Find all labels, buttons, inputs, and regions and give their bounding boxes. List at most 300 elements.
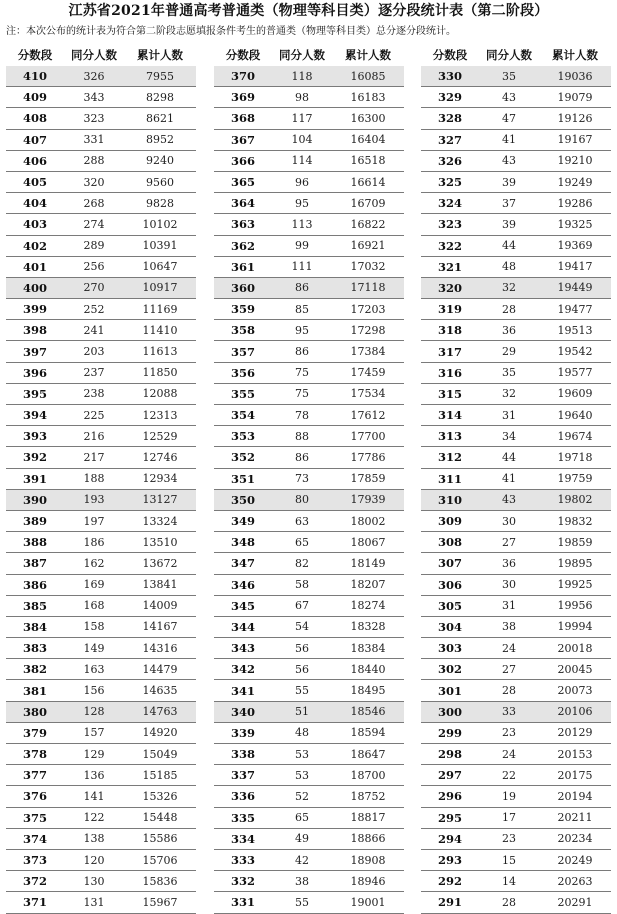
cumulative-count-cell: 17118 (350, 281, 386, 295)
score-cell: 388 (22, 535, 47, 550)
cumulative-count-cell: 14167 (142, 620, 178, 634)
cumulative-count-cell: 11850 (142, 366, 178, 380)
score-cell: 306 (437, 577, 462, 592)
cumulative-count-cell: 19832 (557, 514, 593, 528)
table-row (214, 744, 404, 765)
table-row (421, 871, 611, 892)
table-row (421, 447, 611, 468)
same-count-cell: 33 (502, 705, 516, 719)
table-row (214, 384, 404, 405)
cumulative-count-cell: 9560 (146, 175, 174, 189)
table-row (421, 363, 611, 384)
score-cell: 294 (437, 831, 462, 846)
same-count-cell: 241 (83, 323, 105, 337)
cumulative-count-cell: 19417 (557, 260, 593, 274)
score-cell: 312 (437, 450, 462, 465)
same-count-cell: 186 (83, 535, 105, 549)
cumulative-count-cell: 17384 (350, 345, 386, 359)
score-cell: 375 (22, 810, 47, 825)
same-count-cell: 41 (502, 133, 516, 147)
header-same-count: 同分人数 (486, 48, 532, 62)
same-count-cell: 56 (295, 662, 309, 676)
header-cumulative-count: 累计人数 (552, 48, 598, 62)
table-row (214, 871, 404, 892)
table-row (214, 426, 404, 447)
same-count-cell: 217 (83, 450, 105, 464)
table-row (421, 808, 611, 829)
table-row (214, 659, 404, 680)
same-count-cell: 38 (295, 874, 309, 888)
table-row (214, 108, 404, 129)
same-count-cell: 78 (295, 408, 309, 422)
cumulative-count-cell: 20129 (557, 726, 593, 740)
table-row (421, 723, 611, 744)
same-count-cell: 65 (295, 811, 309, 825)
same-count-cell: 225 (83, 408, 105, 422)
cumulative-count-cell: 19674 (557, 429, 593, 443)
table-row (6, 575, 196, 596)
same-count-cell: 98 (295, 90, 309, 104)
cumulative-count-cell: 19802 (557, 493, 593, 507)
cumulative-count-cell: 19609 (557, 387, 593, 401)
table-row (214, 278, 404, 299)
same-count-cell: 48 (295, 726, 309, 740)
same-count-cell: 203 (83, 345, 105, 359)
same-count-cell: 197 (83, 514, 105, 528)
same-count-cell: 65 (295, 535, 309, 549)
score-cell: 390 (22, 492, 47, 507)
same-count-cell: 31 (502, 599, 516, 613)
table-row (6, 214, 196, 235)
table-row (421, 680, 611, 701)
same-count-cell: 326 (83, 69, 105, 83)
score-cell: 408 (22, 111, 47, 126)
score-cell: 345 (230, 598, 255, 613)
cumulative-count-cell: 17032 (350, 260, 386, 274)
cumulative-count-cell: 14635 (142, 684, 178, 698)
score-column-1 (6, 44, 196, 914)
score-cell: 364 (230, 196, 255, 211)
cumulative-count-cell: 18149 (350, 556, 386, 570)
same-count-cell: 43 (502, 90, 516, 104)
score-cell: 400 (22, 280, 47, 295)
table-note: 注：本次公布的统计表为符合第二阶段志愿填报条件考生的普通类（物理等科目类）总分逐分段统计。 (6, 26, 456, 37)
cumulative-count-cell: 14316 (142, 641, 178, 655)
same-count-cell: 43 (502, 154, 516, 168)
table-row (6, 850, 196, 871)
table-row (6, 151, 196, 172)
score-cell: 359 (230, 302, 255, 317)
same-count-cell: 41 (502, 472, 516, 486)
cumulative-count-cell: 13324 (142, 514, 178, 528)
cumulative-count-cell: 19895 (557, 556, 593, 570)
table-row (421, 236, 611, 257)
same-count-cell: 36 (502, 556, 516, 570)
same-count-cell: 75 (295, 366, 309, 380)
same-count-cell: 117 (291, 111, 313, 125)
score-cell: 386 (22, 577, 47, 592)
score-cell: 398 (22, 323, 47, 338)
cumulative-count-cell: 18067 (350, 535, 386, 549)
same-count-cell: 288 (83, 154, 105, 168)
same-count-cell: 49 (295, 832, 309, 846)
score-cell: 348 (230, 535, 255, 550)
cumulative-count-cell: 20194 (557, 789, 593, 803)
cumulative-count-cell: 12313 (142, 408, 178, 422)
score-cell: 382 (22, 662, 47, 677)
table-row (214, 617, 404, 638)
column-header (214, 44, 404, 66)
cumulative-count-cell: 15448 (142, 811, 178, 825)
cumulative-count-cell: 15326 (142, 789, 178, 803)
cumulative-count-cell: 18495 (350, 684, 386, 698)
table-row (6, 236, 196, 257)
table-row (214, 553, 404, 574)
cumulative-count-cell: 19126 (557, 111, 593, 125)
same-count-cell: 39 (502, 217, 516, 231)
table-row (6, 829, 196, 850)
score-cell: 337 (230, 768, 255, 783)
same-count-cell: 28 (502, 302, 516, 316)
score-cell: 303 (437, 641, 462, 656)
score-cell: 355 (230, 386, 255, 401)
score-cell: 397 (22, 344, 47, 359)
same-count-cell: 88 (295, 429, 309, 443)
header-score: 分数段 (225, 48, 261, 62)
table-row (421, 130, 611, 151)
score-cell: 372 (22, 874, 47, 889)
cumulative-count-cell: 19542 (557, 345, 593, 359)
same-count-cell: 331 (83, 133, 105, 147)
cumulative-count-cell: 19369 (557, 239, 593, 253)
same-count-cell: 44 (502, 239, 516, 253)
table-row (6, 130, 196, 151)
table-row (214, 320, 404, 341)
score-cell: 379 (22, 725, 47, 740)
score-cell: 399 (22, 302, 47, 317)
table-row (214, 66, 404, 87)
cumulative-count-cell: 16518 (350, 154, 386, 168)
same-count-cell: 343 (83, 90, 105, 104)
score-cell: 373 (22, 853, 47, 868)
table-row (421, 172, 611, 193)
cumulative-count-cell: 9240 (146, 154, 174, 168)
same-count-cell: 82 (295, 556, 309, 570)
score-cell: 392 (22, 450, 47, 465)
score-cell: 394 (22, 408, 47, 423)
score-cell: 349 (230, 514, 255, 529)
score-cell: 383 (22, 641, 47, 656)
cumulative-count-cell: 17700 (350, 429, 386, 443)
same-count-cell: 36 (502, 323, 516, 337)
cumulative-count-cell: 20263 (557, 874, 593, 888)
same-count-cell: 268 (83, 196, 105, 210)
table-row (6, 680, 196, 701)
score-cell: 326 (437, 153, 462, 168)
cumulative-count-cell: 19249 (557, 175, 593, 189)
table-row (214, 341, 404, 362)
score-cell: 385 (22, 598, 47, 613)
table-row (6, 617, 196, 638)
score-cell: 316 (437, 365, 462, 380)
same-count-cell: 28 (502, 684, 516, 698)
same-count-cell: 163 (83, 662, 105, 676)
score-cell: 304 (437, 619, 462, 634)
score-cell: 292 (437, 874, 462, 889)
score-cell: 323 (437, 217, 462, 232)
score-cell: 353 (230, 429, 255, 444)
same-count-cell: 54 (295, 620, 309, 634)
table-row (214, 172, 404, 193)
table-row (421, 257, 611, 278)
score-cell: 340 (230, 704, 255, 719)
table-row (6, 278, 196, 299)
score-cell: 305 (437, 598, 462, 613)
cumulative-count-cell: 18207 (350, 578, 386, 592)
same-count-cell: 23 (502, 832, 516, 846)
score-cell: 336 (230, 789, 255, 804)
cumulative-count-cell: 18817 (350, 811, 386, 825)
table-row (214, 596, 404, 617)
same-count-cell: 31 (502, 408, 516, 422)
table-row (214, 363, 404, 384)
score-cell: 319 (437, 302, 462, 317)
same-count-cell: 23 (502, 726, 516, 740)
same-count-cell: 53 (295, 747, 309, 761)
table-row (421, 575, 611, 596)
same-count-cell: 86 (295, 450, 309, 464)
cumulative-count-cell: 18384 (350, 641, 386, 655)
table-row (214, 490, 404, 511)
cumulative-count-cell: 19210 (557, 154, 593, 168)
same-count-cell: 237 (83, 366, 105, 380)
cumulative-count-cell: 19513 (557, 323, 593, 337)
table-row (214, 723, 404, 744)
same-count-cell: 141 (83, 789, 105, 803)
score-cell: 381 (22, 683, 47, 698)
score-cell: 371 (22, 895, 47, 910)
same-count-cell: 22 (502, 768, 516, 782)
table-row (421, 87, 611, 108)
table-row (214, 850, 404, 871)
cumulative-count-cell: 10102 (142, 217, 178, 231)
same-count-cell: 42 (295, 853, 309, 867)
table-row (6, 469, 196, 490)
score-cell: 369 (230, 90, 255, 105)
same-count-cell: 27 (502, 662, 516, 676)
score-cell: 409 (22, 90, 47, 105)
same-count-cell: 28 (502, 895, 516, 909)
cumulative-count-cell: 14479 (142, 662, 178, 676)
cumulative-count-cell: 15836 (142, 874, 178, 888)
cumulative-count-cell: 17298 (350, 323, 386, 337)
score-cell: 339 (230, 725, 255, 740)
cumulative-count-cell: 20073 (557, 684, 593, 698)
score-cell: 311 (437, 471, 462, 486)
same-count-cell: 15 (502, 853, 516, 867)
cumulative-count-cell: 20106 (557, 705, 593, 719)
table-row (421, 405, 611, 426)
cumulative-count-cell: 17786 (350, 450, 386, 464)
score-cell: 320 (437, 280, 462, 295)
cumulative-count-cell: 19036 (557, 69, 593, 83)
cumulative-count-cell: 19640 (557, 408, 593, 422)
same-count-cell: 270 (83, 281, 105, 295)
table-row (421, 278, 611, 299)
header-cumulative-count: 累计人数 (345, 48, 391, 62)
header-score: 分数段 (17, 48, 53, 62)
score-cell: 315 (437, 386, 462, 401)
cumulative-count-cell: 11613 (142, 345, 178, 359)
score-cell: 327 (437, 132, 462, 147)
score-cell: 384 (22, 619, 47, 634)
score-cell: 403 (22, 217, 47, 232)
score-column-2 (214, 44, 404, 914)
score-cell: 361 (230, 259, 255, 274)
score-cell: 309 (437, 514, 462, 529)
same-count-cell: 53 (295, 768, 309, 782)
score-cell: 393 (22, 429, 47, 444)
score-cell: 335 (230, 810, 255, 825)
score-cell: 357 (230, 344, 255, 359)
cumulative-count-cell: 18647 (350, 747, 386, 761)
table-row (214, 680, 404, 701)
same-count-cell: 35 (502, 366, 516, 380)
same-count-cell: 158 (83, 620, 105, 634)
column-header (6, 44, 196, 66)
table-row (421, 596, 611, 617)
same-count-cell: 323 (83, 111, 105, 125)
same-count-cell: 24 (502, 747, 516, 761)
table-row (6, 892, 196, 913)
table-row (6, 744, 196, 765)
table-row (6, 553, 196, 574)
table-row (6, 87, 196, 108)
score-cell: 325 (437, 175, 462, 190)
cumulative-count-cell: 18440 (350, 662, 386, 676)
same-count-cell: 149 (83, 641, 105, 655)
score-cell: 368 (230, 111, 255, 126)
same-count-cell: 156 (83, 684, 105, 698)
cumulative-count-cell: 19859 (557, 535, 593, 549)
table-row (421, 511, 611, 532)
table-row (6, 66, 196, 87)
score-cell: 387 (22, 556, 47, 571)
same-count-cell: 129 (83, 747, 105, 761)
same-count-cell: 30 (502, 514, 516, 528)
cumulative-count-cell: 10647 (142, 260, 178, 274)
same-count-cell: 34 (502, 429, 516, 443)
score-cell: 350 (230, 492, 255, 507)
cumulative-count-cell: 7955 (146, 69, 174, 83)
table-row (421, 299, 611, 320)
table-row (6, 320, 196, 341)
score-cell: 318 (437, 323, 462, 338)
cumulative-count-cell: 20045 (557, 662, 593, 676)
score-cell: 365 (230, 175, 255, 190)
cumulative-count-cell: 16822 (350, 217, 386, 231)
same-count-cell: 27 (502, 535, 516, 549)
same-count-cell: 67 (295, 599, 309, 613)
table-row (421, 384, 611, 405)
header-score: 分数段 (432, 48, 468, 62)
score-cell: 406 (22, 153, 47, 168)
table-row (6, 765, 196, 786)
same-count-cell: 80 (295, 493, 309, 507)
cumulative-count-cell: 19577 (557, 366, 593, 380)
same-count-cell: 95 (295, 196, 309, 210)
score-cell: 405 (22, 175, 47, 190)
score-cell: 342 (230, 662, 255, 677)
table-row (421, 66, 611, 87)
cumulative-count-cell: 15586 (142, 832, 178, 846)
score-cell: 344 (230, 619, 255, 634)
table-row (214, 193, 404, 214)
same-count-cell: 111 (291, 260, 313, 274)
table-row (6, 702, 196, 723)
same-count-cell: 44 (502, 450, 516, 464)
same-count-cell: 58 (295, 578, 309, 592)
same-count-cell: 168 (83, 599, 105, 613)
same-count-cell: 14 (502, 874, 516, 888)
table-row (214, 892, 404, 913)
cumulative-count-cell: 17612 (350, 408, 386, 422)
table-row (421, 765, 611, 786)
same-count-cell: 131 (83, 895, 105, 909)
table-row (421, 892, 611, 913)
score-cell: 402 (22, 238, 47, 253)
cumulative-count-cell: 16300 (350, 111, 386, 125)
score-cell: 301 (437, 683, 462, 698)
cumulative-count-cell: 13510 (142, 535, 178, 549)
cumulative-count-cell: 20291 (557, 895, 593, 909)
cumulative-count-cell: 12088 (142, 387, 178, 401)
table-row (214, 405, 404, 426)
table-row (421, 490, 611, 511)
header-cumulative-count: 累计人数 (137, 48, 183, 62)
score-cell: 298 (437, 747, 462, 762)
cumulative-count-cell: 17203 (350, 302, 386, 316)
table-row (214, 765, 404, 786)
same-count-cell: 24 (502, 641, 516, 655)
same-count-cell: 48 (502, 260, 516, 274)
same-count-cell: 52 (295, 789, 309, 803)
same-count-cell: 99 (295, 239, 309, 253)
cumulative-count-cell: 17939 (350, 493, 386, 507)
cumulative-count-cell: 20234 (557, 832, 593, 846)
same-count-cell: 32 (502, 387, 516, 401)
score-cell: 351 (230, 471, 255, 486)
same-count-cell: 289 (83, 239, 105, 253)
table-row (6, 638, 196, 659)
table-row (214, 236, 404, 257)
same-count-cell: 122 (83, 811, 105, 825)
score-cell: 374 (22, 831, 47, 846)
cumulative-count-cell: 18002 (350, 514, 386, 528)
score-cell: 370 (230, 69, 255, 84)
cumulative-count-cell: 19925 (557, 578, 593, 592)
score-cell: 314 (437, 408, 462, 423)
table-row (421, 744, 611, 765)
score-cell: 338 (230, 747, 255, 762)
cumulative-count-cell: 17534 (350, 387, 386, 401)
table-row (421, 193, 611, 214)
cumulative-count-cell: 17859 (350, 472, 386, 486)
table-row (421, 553, 611, 574)
score-cell: 360 (230, 280, 255, 295)
score-cell: 396 (22, 365, 47, 380)
same-count-cell: 114 (291, 154, 313, 168)
